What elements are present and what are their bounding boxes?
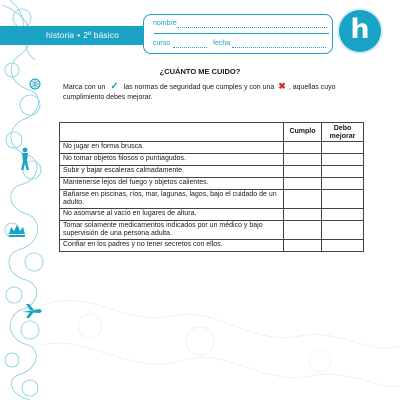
debo-mejorar-cell[interactable] bbox=[322, 240, 364, 252]
crown-icon bbox=[9, 225, 25, 237]
table-row bbox=[60, 154, 364, 166]
safety-rules-table bbox=[59, 122, 364, 252]
debo-mejorar-cell[interactable] bbox=[322, 190, 364, 209]
background-swirl-watermark bbox=[0, 286, 400, 400]
globe-icon bbox=[30, 79, 40, 89]
worksheet-title: ¿CUÁNTO ME CUIDO? bbox=[159, 67, 241, 76]
name-label: nombre bbox=[153, 20, 177, 27]
cumplo-cell[interactable] bbox=[284, 178, 322, 190]
rule-text: No jugar en forma brusca. bbox=[60, 142, 284, 154]
history-logo bbox=[339, 10, 381, 52]
header-subject-line bbox=[46, 30, 119, 40]
table-row bbox=[60, 166, 364, 178]
debo-mejorar-cell[interactable] bbox=[322, 142, 364, 154]
instruction-part3: , aquellas cuyo cumplimiento debes mejorar. bbox=[63, 84, 336, 101]
logo-letter: h bbox=[350, 14, 370, 45]
cumplo-cell[interactable] bbox=[284, 142, 322, 154]
debo-mejorar-cell[interactable] bbox=[322, 209, 364, 221]
rule-text: Mantenerse lejos del fuego y objetos calientes. bbox=[60, 178, 284, 190]
cumplo-cell[interactable] bbox=[284, 240, 322, 252]
cumplo-cell[interactable] bbox=[284, 190, 322, 209]
separator-dot: • bbox=[77, 30, 81, 40]
instruction-part2: las normas de seguridad que cumples y con una bbox=[123, 84, 275, 91]
instruction-part1: Marca con un bbox=[63, 84, 106, 91]
rule-text: Confiar en los padres y no tener secretos con ellos. bbox=[60, 240, 284, 252]
table-row bbox=[60, 142, 364, 154]
table-row bbox=[60, 209, 364, 221]
check-icon: ✓ bbox=[110, 81, 119, 92]
grade-label: 2º básico bbox=[83, 30, 119, 40]
debo-mejorar-cell[interactable] bbox=[322, 221, 364, 240]
person-icon bbox=[21, 148, 29, 170]
table-header-row bbox=[60, 123, 364, 142]
rule-text: Subir y bajar escaleras calmadamente. bbox=[60, 166, 284, 178]
debo-mejorar-cell[interactable] bbox=[322, 166, 364, 178]
header-norm bbox=[60, 123, 284, 142]
debo-mejorar-cell[interactable] bbox=[322, 154, 364, 166]
cumplo-cell[interactable] bbox=[284, 166, 322, 178]
date-label: fecha bbox=[213, 40, 231, 47]
instructions bbox=[63, 83, 353, 102]
name-field[interactable] bbox=[177, 27, 327, 28]
date-field[interactable] bbox=[232, 47, 326, 48]
header-cumplo: Cumplo bbox=[284, 123, 322, 142]
table-row bbox=[60, 190, 364, 209]
debo-mejorar-cell[interactable] bbox=[322, 178, 364, 190]
cumplo-cell[interactable] bbox=[284, 221, 322, 240]
rule-text: Tomar solamente medicamentos indicados por un médico y bajo supervisión de una persona adulta. bbox=[60, 221, 284, 240]
cumplo-cell[interactable] bbox=[284, 209, 322, 221]
course-field[interactable] bbox=[173, 47, 207, 48]
table-row bbox=[60, 221, 364, 240]
subject-label: historia bbox=[46, 30, 75, 40]
table-row bbox=[60, 240, 364, 252]
cumplo-cell[interactable] bbox=[284, 154, 322, 166]
table-row bbox=[60, 178, 364, 190]
rule-text: No tomar objetos filosos o puntiagudos. bbox=[60, 154, 284, 166]
course-label: curso bbox=[153, 40, 171, 47]
header-debo-mejorar: Debo mejorar bbox=[322, 123, 364, 142]
cross-icon: ✖ bbox=[278, 81, 286, 91]
rule-text: Bañarse en piscinas, ríos, mar, lagunas, lagos, bajo el cuidado de un adulto. bbox=[60, 190, 284, 209]
info-divider bbox=[154, 33, 329, 34]
rule-text: No asomarse al vacío en lugares de altura. bbox=[60, 209, 284, 221]
